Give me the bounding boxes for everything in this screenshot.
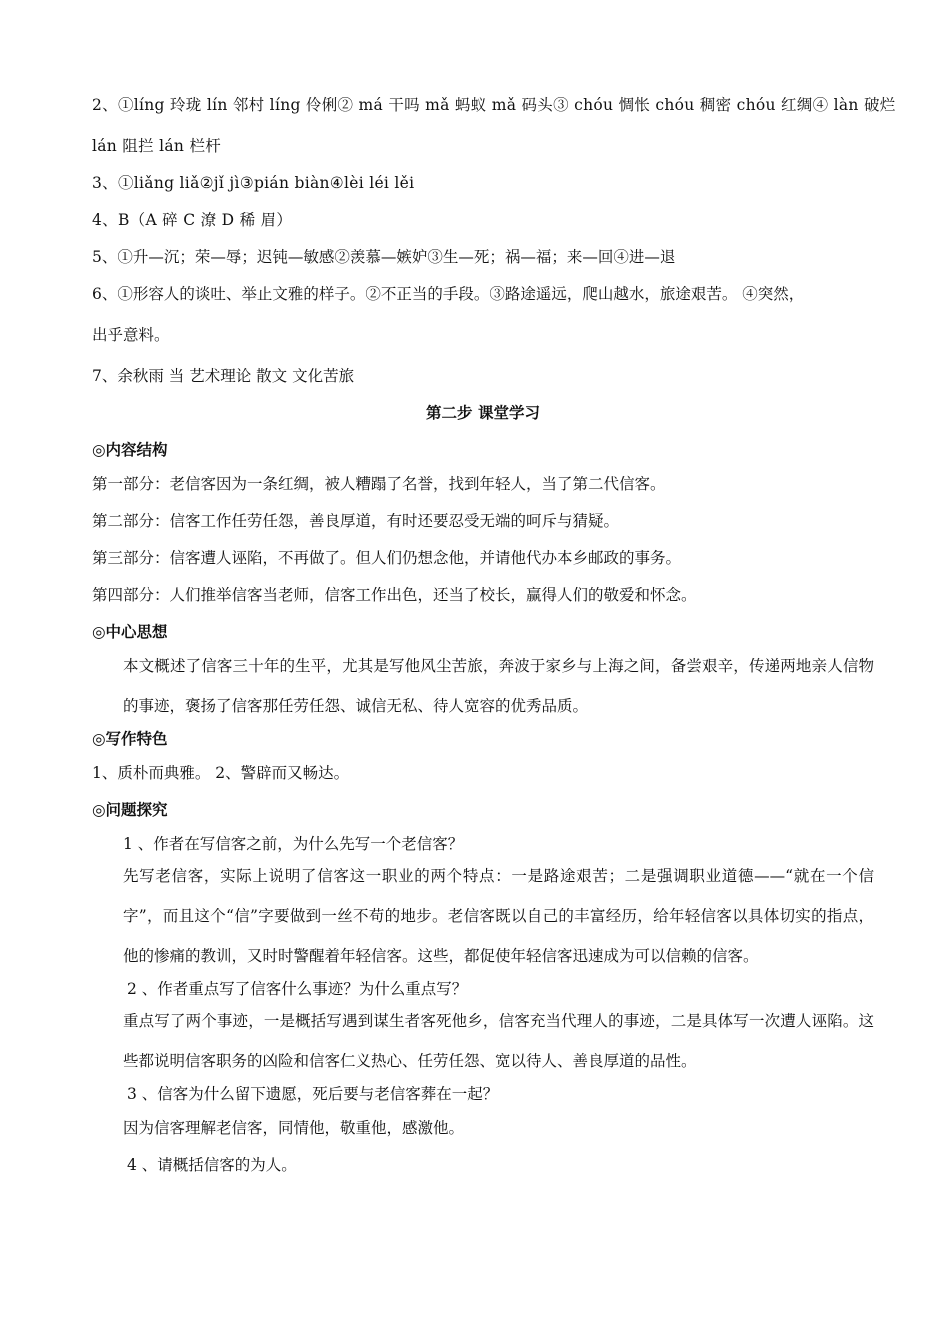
inquiry-question-3: 3 、信客为什么留下遗愿，死后要与老信客葬在一起？ xyxy=(127,1085,499,1103)
answer-7: 7、余秋雨 当 艺术理论 散文 文化苦旅 xyxy=(92,367,355,385)
structure-part-3: 第三部分：信客遭人诬陷，不再做了。但人们仍想念他，并请他代办本乡邮政的事务。 xyxy=(92,549,682,567)
inquiry-question-2: 2 、作者重点写了信客什么事迹？为什么重点写？ xyxy=(127,980,468,998)
answer-4: 4、B（A 碎 C 潦 D 稀 眉） xyxy=(92,211,293,229)
features-heading: ◎写作特色 xyxy=(92,729,168,748)
answer-6-line-2: 出乎意料。 xyxy=(92,326,170,344)
inquiry-question-1: 1 、作者在写信客之前，为什么先写一个老信客？ xyxy=(123,835,464,853)
features-text: 1、质朴而典雅。 2、警辟而又畅达。 xyxy=(92,764,350,782)
step-2-title: 第二步 课堂学习 xyxy=(426,403,540,422)
structure-part-4: 第四部分：人们推举信客当老师，信客工作出色，还当了校长，赢得人们的敬爱和怀念。 xyxy=(92,586,697,604)
inquiry-question-4: 4 、请概括信客的为人。 xyxy=(127,1156,297,1174)
inquiry-answer-2: 重点写了两个事迹，一是概括写遇到谋生者客死他乡，信客充当代理人的事迹，二是具体写一次遭人诬陷。这些都说明信客职务的凶险和信客仁义热心、任劳任怨、宽以待人、善良厚道的品性。 xyxy=(123,1012,874,1070)
answer-6-line-1: 6、①形容人的谈吐、举止文雅的样子。②不正当的手段。③路途遥远，爬山越水，旅途艰苦。 ④突然， xyxy=(92,285,805,303)
inquiry-answer-3: 因为信客理解老信客，同情他，敬重他，感激他。 xyxy=(123,1119,465,1137)
structure-part-2: 第二部分：信客工作任劳任怨，善良厚道，有时还要忍受无端的呵斥与猜疑。 xyxy=(92,512,620,530)
answer-2-line-1: 2、①líng 玲珑 lín 邻村 líng 伶俐② má 干吗 mǎ 蚂蚁 mǎ 码头③ chóu 惆怅 chóu 稠密 chóu 红绸④ làn 破烂 xyxy=(92,96,896,114)
theme-text: 本文概述了信客三十年的生平，尤其是写他风尘苦旅，奔波于家乡与上海之间，备尝艰辛，传递两地亲人信物的事迹，褒扬了信客那任劳任怨、诚信无私、待人宽容的优秀品质。 xyxy=(123,657,874,715)
theme-heading: ◎中心思想 xyxy=(92,622,168,641)
answer-3: 3、①liǎng liǎ②jǐ jì③pián biàn④lèi léi lěi xyxy=(92,174,415,192)
structure-part-1: 第一部分：老信客因为一条红绸，被人糟蹋了名誉，找到年轻人，当了第二代信客。 xyxy=(92,475,666,493)
inquiry-answer-1: 先写老信客，实际上说明了信客这一职业的两个特点：一是路途艰苦；二是强调职业道德——“就在一个信字”，而且这个“信”字要做到一丝不苟的地步。老信客既以自己的丰富经历，给年轻信客以具体切实的指点，他的惨痛的教训，又时时警醒着年轻信客。这些，都促使年轻信客迅速成为可以信赖的信客。 xyxy=(123,867,874,965)
answer-5: 5、①升—沉；荣—辱；迟钝—敏感②羡慕—嫉妒③生—死；祸—福；来—回④进—退 xyxy=(92,248,676,266)
document-page xyxy=(92,94,896,1176)
answer-2-line-2: lán 阻拦 lán 栏杆 xyxy=(92,137,222,155)
structure-heading: ◎内容结构 xyxy=(92,440,168,459)
inquiry-heading: ◎问题探究 xyxy=(92,800,168,819)
